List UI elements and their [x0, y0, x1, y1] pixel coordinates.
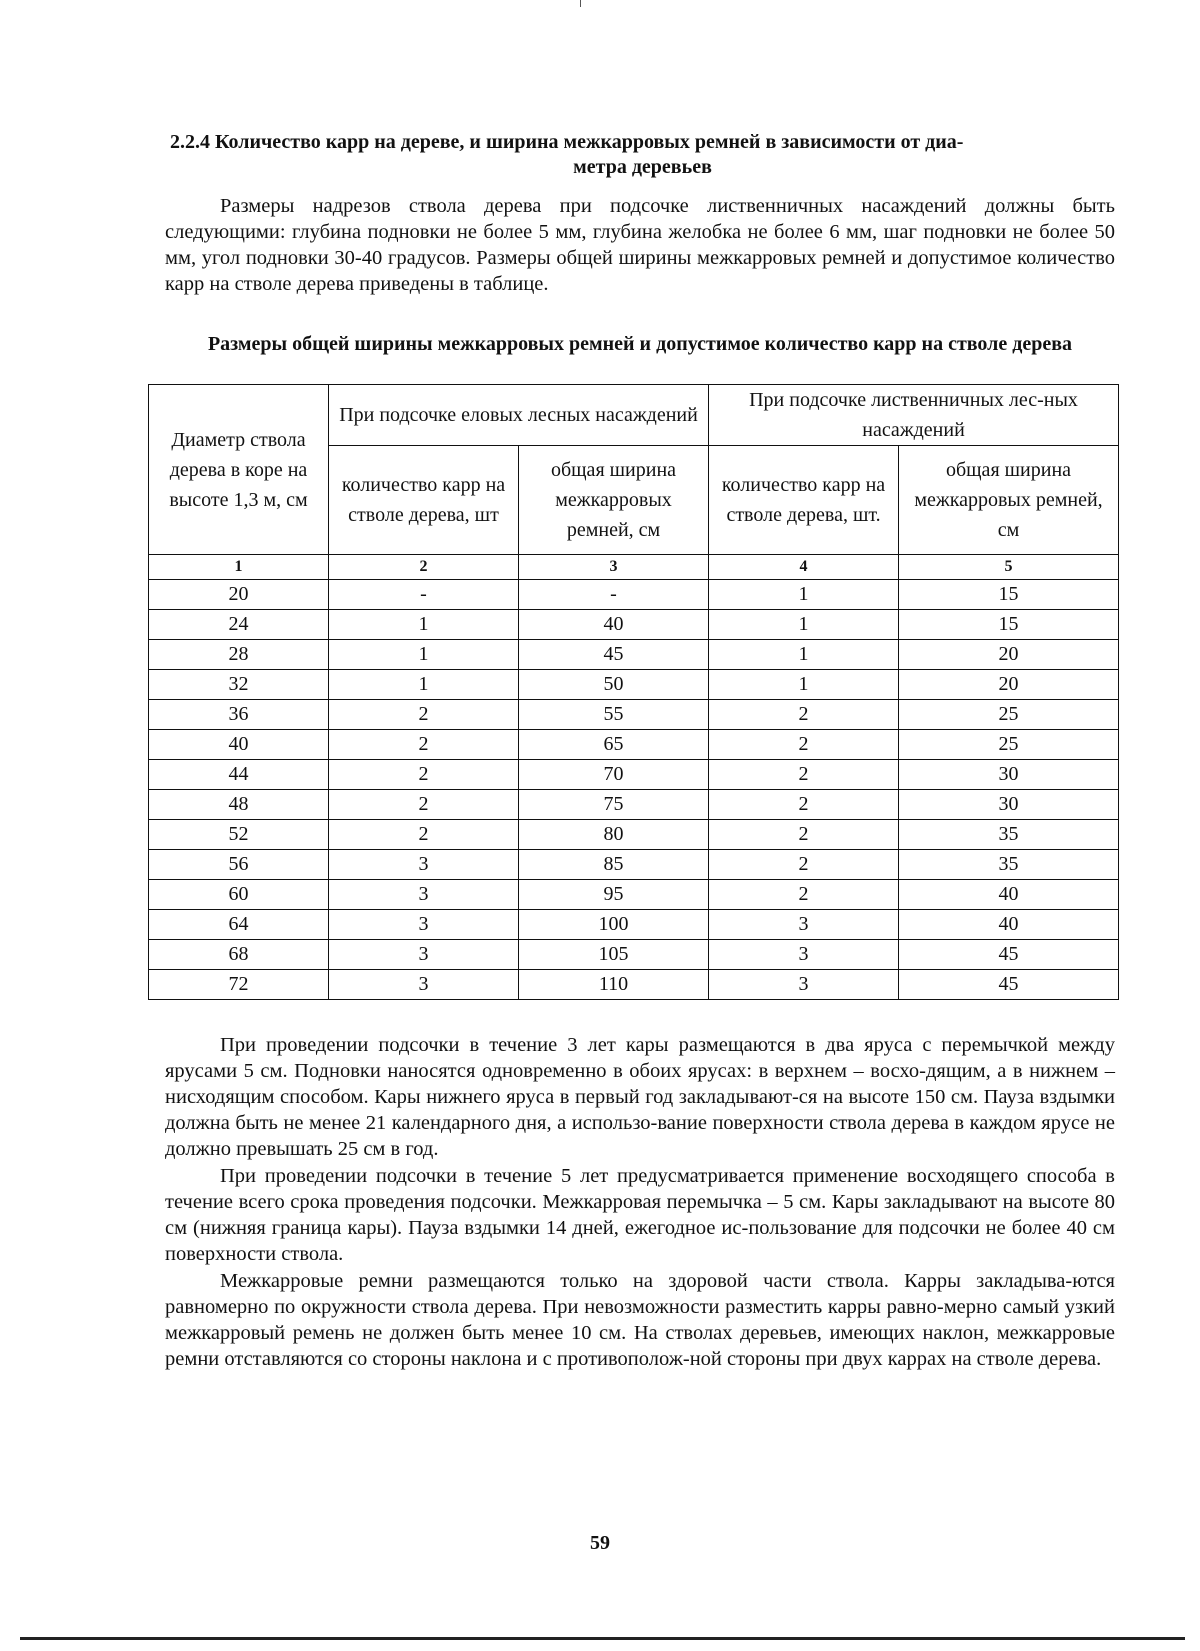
column-number: 3: [519, 555, 709, 580]
column-number: 4: [709, 555, 899, 580]
column-number: 1: [149, 555, 329, 580]
table-row: [149, 940, 1119, 970]
paragraph-inter-carre-strips: Межкарровые ремни размещаются только на здоровой части ствола. Карры закладыва-ются равномерно по окружности ствола дерева. При невозможности разместить карры равно-мерно самый узкий межкарровый ремень не должен быть менее 10 см. На стволах деревьев, имеющих наклон, межкарровые ремни отставляются со стороны наклона и с противополож-ной стороны при двух каррах на стволе дерева.: [165, 1270, 1115, 1370]
table-cell: -: [329, 580, 519, 610]
table-row: [149, 850, 1119, 880]
table-cell: 20: [149, 580, 329, 610]
table-cell: 3: [709, 910, 899, 940]
table-cell: 45: [899, 970, 1119, 1000]
table-cell: 85: [519, 850, 709, 880]
table-cell: 2: [709, 700, 899, 730]
data-table: [148, 384, 1119, 1000]
table-row: [149, 910, 1119, 940]
table-cell: 2: [329, 820, 519, 850]
column-number: 5: [899, 555, 1119, 580]
table-cell: 80: [519, 820, 709, 850]
table-cell: 3: [329, 850, 519, 880]
table-cell: 3: [329, 880, 519, 910]
table-cell: 75: [519, 790, 709, 820]
table-row: [149, 880, 1119, 910]
scan-mark: [580, 0, 581, 7]
table-cell: 3: [709, 970, 899, 1000]
section-heading-line1: 2.2.4 Количество карр на дереве, и ширина межкарровых ремней в зависимости от диа-: [170, 131, 964, 153]
header-count-larch: количество карр на стволе дерева, шт.: [709, 446, 899, 555]
table-cell: 2: [709, 820, 899, 850]
table-cell: 1: [709, 610, 899, 640]
table-cell: 72: [149, 970, 329, 1000]
table-cell: 55: [519, 700, 709, 730]
header-width-larch: общая ширина межкарровых ремней, см: [899, 446, 1119, 555]
table-row: [149, 580, 1119, 610]
table-row: [149, 640, 1119, 670]
table-cell: 25: [899, 700, 1119, 730]
table-cell: 60: [149, 880, 329, 910]
section-heading: [170, 130, 1115, 180]
table-cell: 2: [329, 700, 519, 730]
table-cell: 50: [519, 670, 709, 700]
table-cell: 2: [329, 730, 519, 760]
table-cell: 35: [899, 850, 1119, 880]
table-cell: 30: [899, 790, 1119, 820]
footer-rule: [20, 1637, 1185, 1640]
table-cell: 3: [329, 940, 519, 970]
table-cell: 3: [329, 970, 519, 1000]
table-header-row: [149, 385, 1119, 446]
section-heading-line2: метра деревьев: [573, 156, 712, 178]
table-row: [149, 700, 1119, 730]
table-title: Размеры общей ширины межкарровых ремней и допустимое количество карр на стволе дерева: [207, 333, 1073, 355]
table-cell: 70: [519, 760, 709, 790]
table-cell: 2: [709, 760, 899, 790]
page-number: 59: [590, 1532, 610, 1554]
table-cell: 20: [899, 640, 1119, 670]
table-body: [149, 580, 1119, 1000]
table-row: [149, 670, 1119, 700]
table-cell: 2: [329, 760, 519, 790]
table-row: [149, 820, 1119, 850]
table-cell: 40: [519, 610, 709, 640]
table-cell: 65: [519, 730, 709, 760]
paragraph-five-year: При проведении подсочки в течение 5 лет предусматривается применение восходящего способа в течение всего срока проведения подсочки. Межкарровая перемычка – 5 см. Кары закладывают на высоте 80 см (нижняя граница кары). Пауза вздымки 14 дней, ежегодное ис-пользование для подсочки не более 40 см поверхности ствола.: [165, 1165, 1115, 1265]
table-cell: 1: [329, 610, 519, 640]
table-cell: 95: [519, 880, 709, 910]
table-cell: 25: [899, 730, 1119, 760]
table-cell: 68: [149, 940, 329, 970]
column-number-row: [149, 555, 1119, 580]
table-cell: 35: [899, 820, 1119, 850]
table-row: [149, 610, 1119, 640]
table-cell: 40: [899, 910, 1119, 940]
table-cell: 45: [899, 940, 1119, 970]
table-cell: 1: [329, 640, 519, 670]
header-group-spruce: При подсочке еловых лесных насаждений: [329, 385, 709, 446]
table-cell: 2: [329, 790, 519, 820]
table-row: [149, 970, 1119, 1000]
table-cell: 52: [149, 820, 329, 850]
table-cell: 64: [149, 910, 329, 940]
table-cell: 30: [899, 760, 1119, 790]
table-cell: 110: [519, 970, 709, 1000]
paragraph-three-year: При проведении подсочки в течение 3 лет кары размещаются в два яруса с перемычкой между ярусами 5 см. Подновки наносятся одновременно в обоих ярусах: в верхнем – восхо-дящим, а в нижнем – нисходящим способом. Кары нижнего яруса в первый год закладывают-ся на высоте 150 см. Пауза вздымки должна быть не менее 21 календарного дня, а использо-вание поверхности ствола дерева в каждом ярусе не должно превышать 25 см в год.: [165, 1034, 1115, 1160]
header-diameter: Диаметр ствола дерева в коре на высоте 1,3 м, см: [149, 385, 329, 555]
table-row: [149, 730, 1119, 760]
table-cell: 28: [149, 640, 329, 670]
table-cell: 1: [329, 670, 519, 700]
table-cell: 100: [519, 910, 709, 940]
header-group-larch: При подсочке лиственничных лес-ных насаждений: [709, 385, 1119, 446]
table-row: [149, 790, 1119, 820]
table-cell: -: [519, 580, 709, 610]
table-cell: 2: [709, 880, 899, 910]
column-number: 2: [329, 555, 519, 580]
table-cell: 1: [709, 640, 899, 670]
header-width-spruce: общая ширина межкарровых ремней, см: [519, 446, 709, 555]
table-cell: 3: [329, 910, 519, 940]
table-cell: 24: [149, 610, 329, 640]
header-count-spruce: количество карр на стволе дерева, шт: [329, 446, 519, 555]
table-cell: 1: [709, 580, 899, 610]
table-cell: 15: [899, 610, 1119, 640]
table-cell: 45: [519, 640, 709, 670]
table-cell: 20: [899, 670, 1119, 700]
table-cell: 56: [149, 850, 329, 880]
intro-paragraph: Размеры надрезов ствола дерева при подсочке лиственничных насаждений должны быть следующими: глубина подновки не более 5 мм, глубина желобка не более 6 мм, шаг подновки не более 50 мм, угол подновки 30-40 градусов. Размеры общей ширины межкарровых ремней и допустимое количество карр на стволе дерева приведены в таблице.: [165, 195, 1115, 295]
table-cell: 36: [149, 700, 329, 730]
table-row: [149, 760, 1119, 790]
table-cell: 15: [899, 580, 1119, 610]
table-cell: 3: [709, 940, 899, 970]
table-cell: 44: [149, 760, 329, 790]
table-cell: 105: [519, 940, 709, 970]
table-cell: 40: [899, 880, 1119, 910]
table-cell: 1: [709, 670, 899, 700]
table-cell: 2: [709, 730, 899, 760]
table-cell: 32: [149, 670, 329, 700]
table-cell: 40: [149, 730, 329, 760]
table-cell: 2: [709, 850, 899, 880]
table-cell: 2: [709, 790, 899, 820]
table-cell: 48: [149, 790, 329, 820]
